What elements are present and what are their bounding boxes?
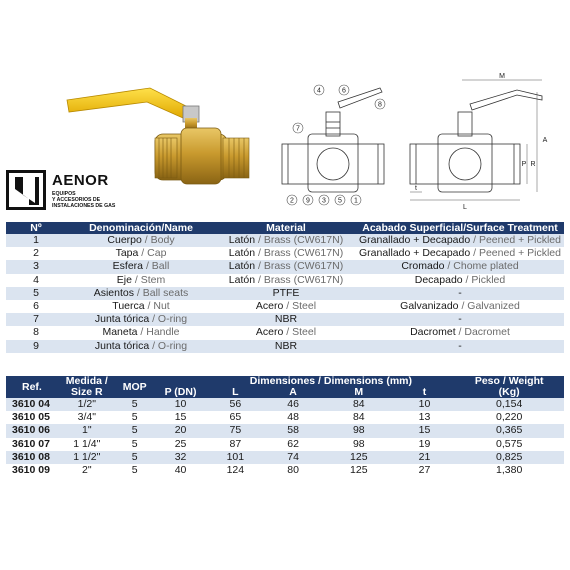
col-header-weight: Peso / Weight (Kg) [454, 376, 564, 398]
cell-size: 1 1/4" [73, 437, 101, 450]
cell-name: Maneta / Handle [102, 326, 180, 339]
svg-text:6: 6 [342, 87, 346, 95]
svg-text:M: M [499, 73, 505, 80]
cell-finish: Granallado + Decapado / Peened + Pickled [356, 234, 564, 247]
cell-a: 62 [287, 437, 299, 450]
cell-a: 46 [263, 398, 323, 411]
cell-name: Junta tórica / O-ring [66, 313, 216, 326]
cell-weight: 0,154 [454, 398, 564, 411]
col-header-L: L [207, 387, 263, 398]
materials-row [6, 313, 564, 326]
svg-text:7: 7 [296, 125, 300, 133]
cell-t: 15 [395, 424, 455, 437]
svg-text:2: 2 [290, 197, 294, 205]
aenor-subtitle: EQUIPOS Y ACCESORIOS DE INSTALACIONES DE GAS [52, 191, 116, 209]
cell-weight: 0,825 [454, 451, 564, 464]
cell-material: Acero / Steel [255, 300, 317, 313]
svg-text:3: 3 [322, 197, 326, 205]
cell-size: 1/2" [58, 398, 116, 411]
cell-m: 98 [323, 424, 395, 437]
cell-finish: Galvanizado / Galvanized [400, 300, 520, 313]
cell-weight: 0,365 [454, 424, 564, 437]
cell-m: 125 [350, 464, 368, 477]
cell-no: 8 [33, 326, 39, 339]
cell-finish: - [356, 287, 564, 300]
materials-row [6, 340, 564, 353]
cell-name: Eje / Stem [116, 273, 166, 286]
cell-l: 65 [229, 411, 242, 424]
cell-mop: 5 [116, 424, 154, 437]
svg-text:L: L [463, 204, 467, 211]
col-header-M: M [323, 387, 395, 398]
col-header-dimensions-group: Dimensiones / Dimensions (mm) [207, 376, 454, 387]
cell-finish: - [356, 340, 564, 353]
cell-size: 1 1/2" [58, 451, 116, 464]
valve-dimension-drawing [392, 72, 562, 212]
cell-t: 27 [418, 464, 431, 477]
col-header-mop: MOP [116, 376, 154, 398]
cell-name: Junta tórica / O-ring [66, 340, 216, 353]
cell-t: 10 [395, 398, 455, 411]
cell-mop: 5 [131, 411, 138, 424]
cell-mop: 5 [116, 451, 154, 464]
cell-name: Tapa / Cap [115, 247, 167, 260]
col-header-pdn: P (DN) [154, 376, 208, 398]
col-header-name: Denominación/Name [66, 222, 216, 234]
dimensions-table [6, 376, 564, 477]
svg-text:9: 9 [306, 197, 310, 205]
cell-name: Tuerca / Nut [112, 300, 170, 313]
svg-text:t: t [415, 185, 417, 192]
col-header-ref: Ref. [6, 376, 58, 398]
cell-weight: 0,220 [496, 411, 523, 424]
aenor-emblem [6, 170, 46, 210]
cell-weight: 1,380 [496, 464, 523, 477]
dimensions-row [6, 451, 564, 464]
cell-l: 75 [207, 424, 263, 437]
aenor-certification-logo [6, 170, 118, 214]
svg-text:5: 5 [338, 197, 342, 205]
materials-header-row [6, 222, 564, 234]
cell-pdn: 10 [154, 398, 208, 411]
cell-l: 124 [226, 464, 245, 477]
svg-text:8: 8 [378, 101, 382, 109]
cell-no: 4 [33, 273, 39, 286]
cell-ref: 3610 08 [6, 451, 58, 464]
materials-row [6, 260, 564, 273]
dimensions-row [6, 411, 564, 424]
dimensions-row [6, 464, 564, 477]
col-header-finish: Acabado Superficial/Surface Treatment [356, 222, 564, 234]
cell-ref: 3610 05 [12, 411, 50, 424]
svg-text:A: A [542, 137, 548, 144]
cell-material: Acero / Steel [255, 326, 317, 339]
cell-m: 84 [352, 411, 365, 424]
cell-a: 74 [263, 451, 323, 464]
materials-row [6, 247, 564, 260]
svg-text:R: R [530, 161, 536, 168]
cell-mop: 5 [116, 398, 154, 411]
cell-m: 84 [323, 398, 395, 411]
materials-table [6, 222, 564, 353]
cell-name: Esfera / Ball [66, 260, 216, 273]
svg-text:P: P [521, 161, 527, 168]
cell-pdn: 15 [174, 411, 187, 424]
cell-mop: 5 [131, 464, 138, 477]
materials-row [6, 300, 564, 313]
cell-material: Latón / Brass (CW617N) [216, 260, 356, 273]
cell-no: 9 [6, 340, 66, 353]
dims-header-row-1 [6, 376, 564, 387]
col-header-no: Nº [6, 222, 66, 234]
cell-material: Latón / Brass (CW617N) [216, 234, 356, 247]
cell-material: Latón / Brass (CW617N) [228, 273, 344, 286]
cell-finish: Cromado / Chome plated [356, 260, 564, 273]
cell-pdn: 32 [154, 451, 208, 464]
cell-l: 56 [207, 398, 263, 411]
cell-material: NBR [216, 340, 356, 353]
cell-pdn: 20 [154, 424, 208, 437]
materials-row [6, 274, 564, 287]
cell-name: Cuerpo / Body [66, 234, 216, 247]
cell-ref: 3610 06 [6, 424, 58, 437]
cell-t: 13 [418, 411, 431, 424]
cell-ref: 3610 07 [12, 437, 50, 450]
cell-no: 2 [33, 247, 39, 260]
cell-finish: Dacromet / Dacromet [410, 326, 510, 339]
cell-finish: Granallado + Decapado / Peened + Pickled [358, 247, 561, 260]
cell-no: 7 [6, 313, 66, 326]
materials-row [6, 326, 564, 339]
cell-size: 3/4" [77, 411, 96, 424]
cell-no: 3 [6, 260, 66, 273]
cell-finish: Decapado / Pickled [414, 273, 506, 286]
materials-row [6, 287, 564, 300]
svg-text:1: 1 [354, 197, 358, 205]
cell-finish: - [356, 313, 564, 326]
cell-mop: 5 [131, 437, 138, 450]
cell-material: PTFE [216, 287, 356, 300]
svg-text:4: 4 [317, 87, 321, 95]
cell-pdn: 25 [174, 437, 187, 450]
valve-section-drawing [268, 82, 398, 210]
cell-weight: 0,575 [496, 437, 523, 450]
cell-t: 21 [395, 451, 455, 464]
cell-pdn: 40 [174, 464, 187, 477]
cell-m: 125 [323, 451, 395, 464]
aenor-wordmark: AENOR [52, 172, 109, 189]
cell-ref: 3610 09 [12, 464, 50, 477]
cell-m: 98 [352, 437, 365, 450]
cell-ref: 3610 04 [6, 398, 58, 411]
dimensions-row [6, 438, 564, 451]
col-header-t: t [395, 387, 455, 398]
col-header-material: Material [216, 222, 356, 234]
cell-l: 101 [207, 451, 263, 464]
cell-material: Latón / Brass (CW617N) [228, 247, 344, 260]
col-header-A: A [263, 387, 323, 398]
cell-a: 48 [287, 411, 299, 424]
cell-no: 5 [6, 287, 66, 300]
materials-row [6, 234, 564, 247]
cell-a: 58 [263, 424, 323, 437]
dimensions-row [6, 424, 564, 437]
col-header-size: Medida / Size R [58, 376, 116, 398]
cell-l: 87 [229, 437, 242, 450]
cell-t: 19 [418, 437, 431, 450]
cell-material: NBR [216, 313, 356, 326]
cell-no: 6 [33, 300, 39, 313]
cell-size: 2" [82, 464, 92, 477]
cell-size: 1" [58, 424, 116, 437]
cell-no: 1 [6, 234, 66, 247]
cell-name: Asientos / Ball seats [66, 287, 216, 300]
dimensions-row [6, 398, 564, 411]
cell-a: 80 [287, 464, 299, 477]
